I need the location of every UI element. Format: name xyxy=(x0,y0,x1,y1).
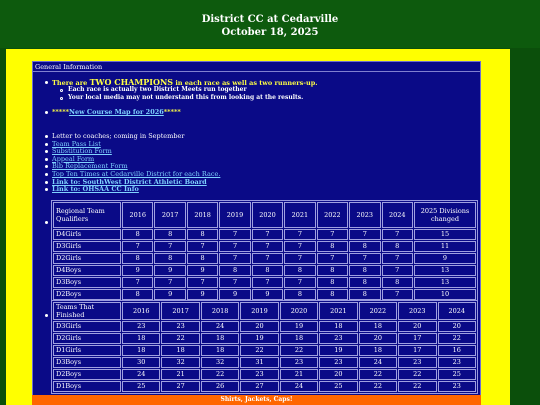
resource-link[interactable]: Team Pass List xyxy=(52,139,101,148)
table-cell: 18 xyxy=(319,321,357,332)
bullet-icon xyxy=(45,158,48,161)
table-cell: 8 xyxy=(252,265,283,276)
column-header: 2019 xyxy=(219,202,250,228)
table-cell: 7 xyxy=(187,241,218,252)
table-cell: 22 xyxy=(201,369,239,380)
champions-sub1: Each race is actually two District Meets run together xyxy=(68,86,247,93)
table-cell: 23 xyxy=(280,357,318,368)
table-cell: 8 xyxy=(219,265,250,276)
table-cell: 7 xyxy=(219,277,250,288)
table-cell: 18 xyxy=(201,345,239,356)
table-cell: 17 xyxy=(398,333,436,344)
table-cell: 7 xyxy=(252,241,283,252)
table-cell: 7 xyxy=(219,241,250,252)
resource-link[interactable]: Appeal Form xyxy=(52,154,95,163)
table-cell: 19 xyxy=(240,333,278,344)
resource-link[interactable]: Bib Replacement Form xyxy=(52,162,128,171)
table-cell: 8 xyxy=(187,253,218,264)
row-label: D3Boys xyxy=(53,277,121,288)
table-cell: 23 xyxy=(438,381,477,392)
table-cell: 19 xyxy=(319,345,357,356)
table-cell: 24 xyxy=(201,321,239,332)
table-cell: 20 xyxy=(438,321,477,332)
table-cell: 25 xyxy=(438,369,477,380)
course-map-link[interactable]: New Course Map for 2026 xyxy=(69,108,164,116)
table-cell: 19 xyxy=(280,321,318,332)
table-cell: 22 xyxy=(161,333,199,344)
column-header: 2024 xyxy=(382,202,414,228)
table-cell: 21 xyxy=(280,369,318,380)
champions-prefix: There are xyxy=(52,79,90,87)
section-divider xyxy=(33,71,480,72)
table-cell: 20 xyxy=(398,321,436,332)
table-cell: 8 xyxy=(349,241,380,252)
table-cell: 18 xyxy=(359,321,397,332)
resource-link[interactable]: Link to: OHSAA CC Info xyxy=(52,185,139,194)
table-cell: 23 xyxy=(319,333,357,344)
table-cell: 15 xyxy=(414,229,476,240)
teams-finished-table xyxy=(51,300,478,394)
resource-note: Letter to coaches; coming in September xyxy=(52,132,185,140)
table-row xyxy=(53,369,476,380)
table-cell: 7 xyxy=(154,241,185,252)
table-cell: 7 xyxy=(382,229,414,240)
column-header: 2023 xyxy=(349,202,380,228)
row-label: D2Boys xyxy=(53,369,121,380)
course-map-line xyxy=(52,108,181,116)
row-label: D3Girls xyxy=(53,321,121,332)
table-cell: 11 xyxy=(414,241,476,252)
table-cell: 8 xyxy=(317,289,348,300)
table-cell: 8 xyxy=(317,241,348,252)
table-row xyxy=(53,333,476,344)
column-header: 2024 xyxy=(438,302,477,320)
table-cell: 22 xyxy=(398,381,436,392)
course-suffix: ***** xyxy=(163,108,181,116)
general-information-panel xyxy=(32,61,481,405)
table-cell: 8 xyxy=(349,289,380,300)
bullet-icon xyxy=(45,135,48,138)
column-header: 2022 xyxy=(317,202,348,228)
table-row xyxy=(53,357,476,368)
table-row xyxy=(53,321,476,332)
page-header xyxy=(0,0,540,48)
course-prefix: ***** xyxy=(52,108,69,116)
meet-date: October 18, 2025 xyxy=(221,27,319,38)
table-cell: 23 xyxy=(438,357,477,368)
column-header: 2016 xyxy=(122,202,153,228)
table-cell: 32 xyxy=(161,357,199,368)
table-cell: 25 xyxy=(122,381,160,392)
table-cell: 7 xyxy=(284,241,315,252)
table-cell: 7 xyxy=(252,277,283,288)
table-cell: 8 xyxy=(382,277,414,288)
table-cell: 25 xyxy=(319,381,357,392)
table-cell: 7 xyxy=(219,253,250,264)
row-label: D4Boys xyxy=(53,265,121,276)
bullet-icon xyxy=(45,314,48,317)
table-cell: 31 xyxy=(240,357,278,368)
table-cell: 21 xyxy=(161,369,199,380)
column-header: 2022 xyxy=(359,302,397,320)
table-cell: 24 xyxy=(280,381,318,392)
table-cell: 8 xyxy=(382,241,414,252)
table-cell: 23 xyxy=(122,321,160,332)
table-cell: 18 xyxy=(359,345,397,356)
row-label: D1Boys xyxy=(53,381,121,392)
table-cell: 23 xyxy=(398,357,436,368)
column-header: Regional Team Qualifiers xyxy=(53,202,121,228)
table-cell: 7 xyxy=(219,229,250,240)
bullet-icon xyxy=(45,221,48,224)
table-cell: 8 xyxy=(317,265,348,276)
table-row xyxy=(53,345,476,356)
table-cell: 7 xyxy=(382,289,414,300)
table-cell: 8 xyxy=(284,289,315,300)
table-cell: 18 xyxy=(122,333,160,344)
table-row xyxy=(53,241,476,252)
table-row xyxy=(53,277,476,288)
column-header: 2020 xyxy=(280,302,318,320)
bullet-icon xyxy=(45,143,48,146)
table-cell: 22 xyxy=(359,381,397,392)
table-cell: 8 xyxy=(122,289,153,300)
table-cell: 18 xyxy=(201,333,239,344)
table-cell: 20 xyxy=(359,333,397,344)
table-cell: 8 xyxy=(349,277,380,288)
table-cell: 10 xyxy=(414,289,476,300)
table-cell: 8 xyxy=(154,229,185,240)
table-cell: 7 xyxy=(317,253,348,264)
table-row xyxy=(53,229,476,240)
table-header-row xyxy=(53,202,476,228)
table-cell: 8 xyxy=(284,265,315,276)
table-cell: 17 xyxy=(398,345,436,356)
page-title: District CC at Cedarville xyxy=(201,14,339,25)
table-cell: 7 xyxy=(284,253,315,264)
table-cell: 8 xyxy=(122,253,153,264)
row-label: D1Girls xyxy=(53,345,121,356)
table-cell: 22 xyxy=(359,369,397,380)
table-cell: 9 xyxy=(154,289,185,300)
table-cell: 9 xyxy=(154,265,185,276)
table-cell: 24 xyxy=(122,369,160,380)
table-cell: 23 xyxy=(240,369,278,380)
table-cell: 7 xyxy=(284,277,315,288)
table-cell: 7 xyxy=(382,253,414,264)
table-row xyxy=(53,289,476,300)
table-cell: 8 xyxy=(317,277,348,288)
bullet-icon xyxy=(45,173,48,176)
column-header: 2023 xyxy=(398,302,436,320)
resource-link[interactable]: Top Ten Times at Cedarville District for each Race. xyxy=(52,170,221,178)
table-cell: 18 xyxy=(161,345,199,356)
bullet-icon xyxy=(45,150,48,153)
bullet-icon xyxy=(45,188,48,191)
table-header-row xyxy=(53,302,476,320)
champions-emphasis: TWO CHAMPIONS xyxy=(89,77,174,87)
column-header: 2016 xyxy=(122,302,160,320)
bullet-icon xyxy=(45,165,48,168)
table-cell: 8 xyxy=(187,229,218,240)
row-label: D2Girls xyxy=(53,333,121,344)
column-header: 2021 xyxy=(319,302,357,320)
bullet-icon xyxy=(45,81,48,84)
table-cell: 23 xyxy=(161,321,199,332)
table-cell: 7 xyxy=(187,277,218,288)
merchandise-banner[interactable] xyxy=(32,395,481,405)
table-cell: 9 xyxy=(219,289,250,300)
table-cell: 20 xyxy=(240,321,278,332)
table-cell: 7 xyxy=(349,253,380,264)
table-cell: 16 xyxy=(438,345,477,356)
table-cell: 9 xyxy=(414,253,476,264)
table-cell: 7 xyxy=(154,277,185,288)
row-label: D2Girls xyxy=(53,253,121,264)
table-cell: 26 xyxy=(201,381,239,392)
table-cell: 9 xyxy=(252,289,283,300)
table-cell: 22 xyxy=(240,345,278,356)
resource-link[interactable]: Substitution Form xyxy=(52,147,112,156)
regional-qualifiers-table xyxy=(51,200,478,302)
table-cell: 18 xyxy=(280,333,318,344)
table-cell: 22 xyxy=(438,333,477,344)
row-label: D4Girls xyxy=(53,229,121,240)
table-cell: 7 xyxy=(252,253,283,264)
column-header: Teams That Finished xyxy=(53,302,121,320)
sub-bullet-icon xyxy=(60,89,63,92)
bullet-icon xyxy=(45,111,48,114)
table-cell: 27 xyxy=(161,381,199,392)
table-cell: 7 xyxy=(349,229,380,240)
table-cell: 20 xyxy=(319,369,357,380)
table-cell: 8 xyxy=(154,253,185,264)
table-cell: 22 xyxy=(280,345,318,356)
table-cell: 13 xyxy=(414,265,476,276)
column-header: 2025 Divisions changed xyxy=(414,202,476,228)
table-cell: 7 xyxy=(122,241,153,252)
table-cell: 13 xyxy=(414,277,476,288)
table-cell: 30 xyxy=(122,357,160,368)
column-header: 2018 xyxy=(201,302,239,320)
table-cell: 24 xyxy=(359,357,397,368)
column-header: 2021 xyxy=(284,202,315,228)
table-cell: 23 xyxy=(319,357,357,368)
table-cell: 7 xyxy=(382,265,414,276)
table-cell: 9 xyxy=(122,265,153,276)
table-row xyxy=(53,381,476,392)
column-header: 2019 xyxy=(240,302,278,320)
champions-sub2: Your local media may not understand this from looking at the results. xyxy=(68,94,304,101)
champions-suffix: in each race as well as two runners-up. xyxy=(173,79,318,87)
table-cell: 9 xyxy=(187,289,218,300)
column-header: 2018 xyxy=(187,202,218,228)
column-header: 2020 xyxy=(252,202,283,228)
table-cell: 22 xyxy=(398,369,436,380)
row-label: D2Boys xyxy=(53,289,121,300)
table-row xyxy=(53,265,476,276)
table-cell: 8 xyxy=(122,229,153,240)
section-label: General Information xyxy=(35,63,103,71)
merchandise-label: Shirts, Jackets, Caps! xyxy=(220,396,293,403)
table-cell: 18 xyxy=(122,345,160,356)
table-cell: 9 xyxy=(187,265,218,276)
row-label: D3Boys xyxy=(53,357,121,368)
column-header: 2017 xyxy=(154,202,185,228)
table-cell: 7 xyxy=(122,277,153,288)
table-cell: 7 xyxy=(317,229,348,240)
table-row xyxy=(53,253,476,264)
table-cell: 7 xyxy=(252,229,283,240)
table-cell: 8 xyxy=(349,265,380,276)
column-header: 2017 xyxy=(161,302,199,320)
table-cell: 32 xyxy=(201,357,239,368)
row-label: D3Girls xyxy=(53,241,121,252)
resource-link[interactable]: Link to: SouthWest District Athletic Board xyxy=(52,177,207,186)
bullet-icon xyxy=(45,181,48,184)
sub-bullet-icon xyxy=(60,97,63,100)
table-cell: 7 xyxy=(284,229,315,240)
table-cell: 27 xyxy=(240,381,278,392)
